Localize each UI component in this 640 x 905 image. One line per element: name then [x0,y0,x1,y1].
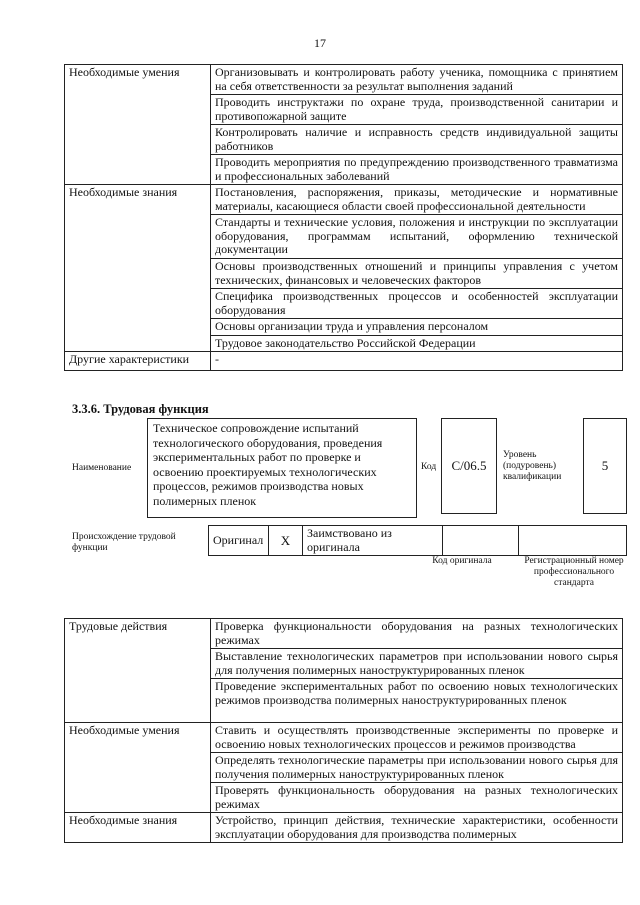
original-mark: X [269,526,303,556]
table-cell: Устройство, принцип действия, технические характеристики, особенности эксплуатации оборудования для производства полимерных [211,813,623,843]
row-label: Необходимые знания [65,813,211,843]
code-box [441,418,497,514]
page-number: 17 [314,36,326,50]
table-cell: - [211,352,623,371]
code-value: С/06.5 [451,458,487,473]
table-cell: Ставить и осуществлять производственные эксперименты по проверке и освоению новых технологических процессов и режимов производства [211,723,623,753]
table-cell: Организовывать и контролировать работу ученика, помощника с принятием на себя ответственности за результат выполнения заданий [211,65,623,95]
code-original-label: Код оригинала [432,556,492,566]
row-label: Необходимые умения [65,723,211,813]
table-cell: Трудовое законодательство Российской Федерации [211,335,623,352]
code-original-cell [443,526,519,556]
table-cell: Основы производственных отношений и принципы управления с учетом технических, финансовых и человеческих факторов [211,259,623,289]
table-cell: Контролировать наличие и исправность средств индивидуальной защиты работников [211,125,623,155]
table-cell: Проверка функциональности оборудования на разных технологических режимах [211,619,623,649]
origin-label: Происхождение трудовой функции [72,532,176,553]
reg-number-cell [519,526,627,556]
table-cell: Проверять функциональность оборудования на разных технологических режимах [211,783,623,813]
function-name-box [147,418,417,518]
table-cell: Проводить инструктажи по охране труда, производственной санитарии и противопожарной защите [211,95,623,125]
section-title: 3.3.6. Трудовая функция [72,402,209,416]
row-label: Необходимые умения [65,65,211,185]
table-cell: Определять технологические параметры при использовании нового сырья для получения полимерных наноструктурированных пленок [211,753,623,783]
table-cell: Проводить мероприятия по предупреждению производственного травматизма и профессиональных заболеваний [211,155,623,185]
level-label: Уровень (подуровень) квалификации [503,450,562,482]
table-cell: Специфика производственных процессов и особенностей эксплуатации оборудования [211,289,623,319]
original-label: Оригинал [209,526,269,556]
table-cell: Стандарты и технические условия, положения и инструкции по эксплуатации оборудования, программам испытаний, оформлению технической документации [211,215,623,259]
table-cell: Постановления, распоряжения, приказы, методические и нормативные материалы, касающиеся области своей профессиональной деятельности [211,185,623,215]
code-label: Код [421,462,437,472]
table-cell: Основы организации труда и управления персоналом [211,319,623,336]
row-label: Трудовые действия [65,619,211,723]
origin-table [208,525,627,556]
requirements-table-2 [64,618,623,843]
row-label: Необходимые знания [65,185,211,352]
borrowed-label: Заимствовано из оригинала [303,526,443,556]
level-box [583,418,627,514]
requirements-table-1 [64,64,623,371]
table-cell: Проведение экспериментальных работ по освоению новых технологических режимов производства полимерных наноструктурированных пленок [211,679,623,723]
name-label: Наименование [72,463,132,473]
table-cell: Выставление технологических параметров при использовании нового сырья для получения полимерных наноструктурированных пленок [211,649,623,679]
reg-number-label: Регистрационный номер профессионального стандарта [524,556,624,588]
function-name: Техническое сопровождение испытаний технологического оборудования, проведения экспериментальных работ по проверке и освоению проектируемых технологических процессов, режимов производства новых полимерных пленок [153,421,383,508]
row-label: Другие характеристики [65,352,211,371]
level-value: 5 [601,458,609,473]
